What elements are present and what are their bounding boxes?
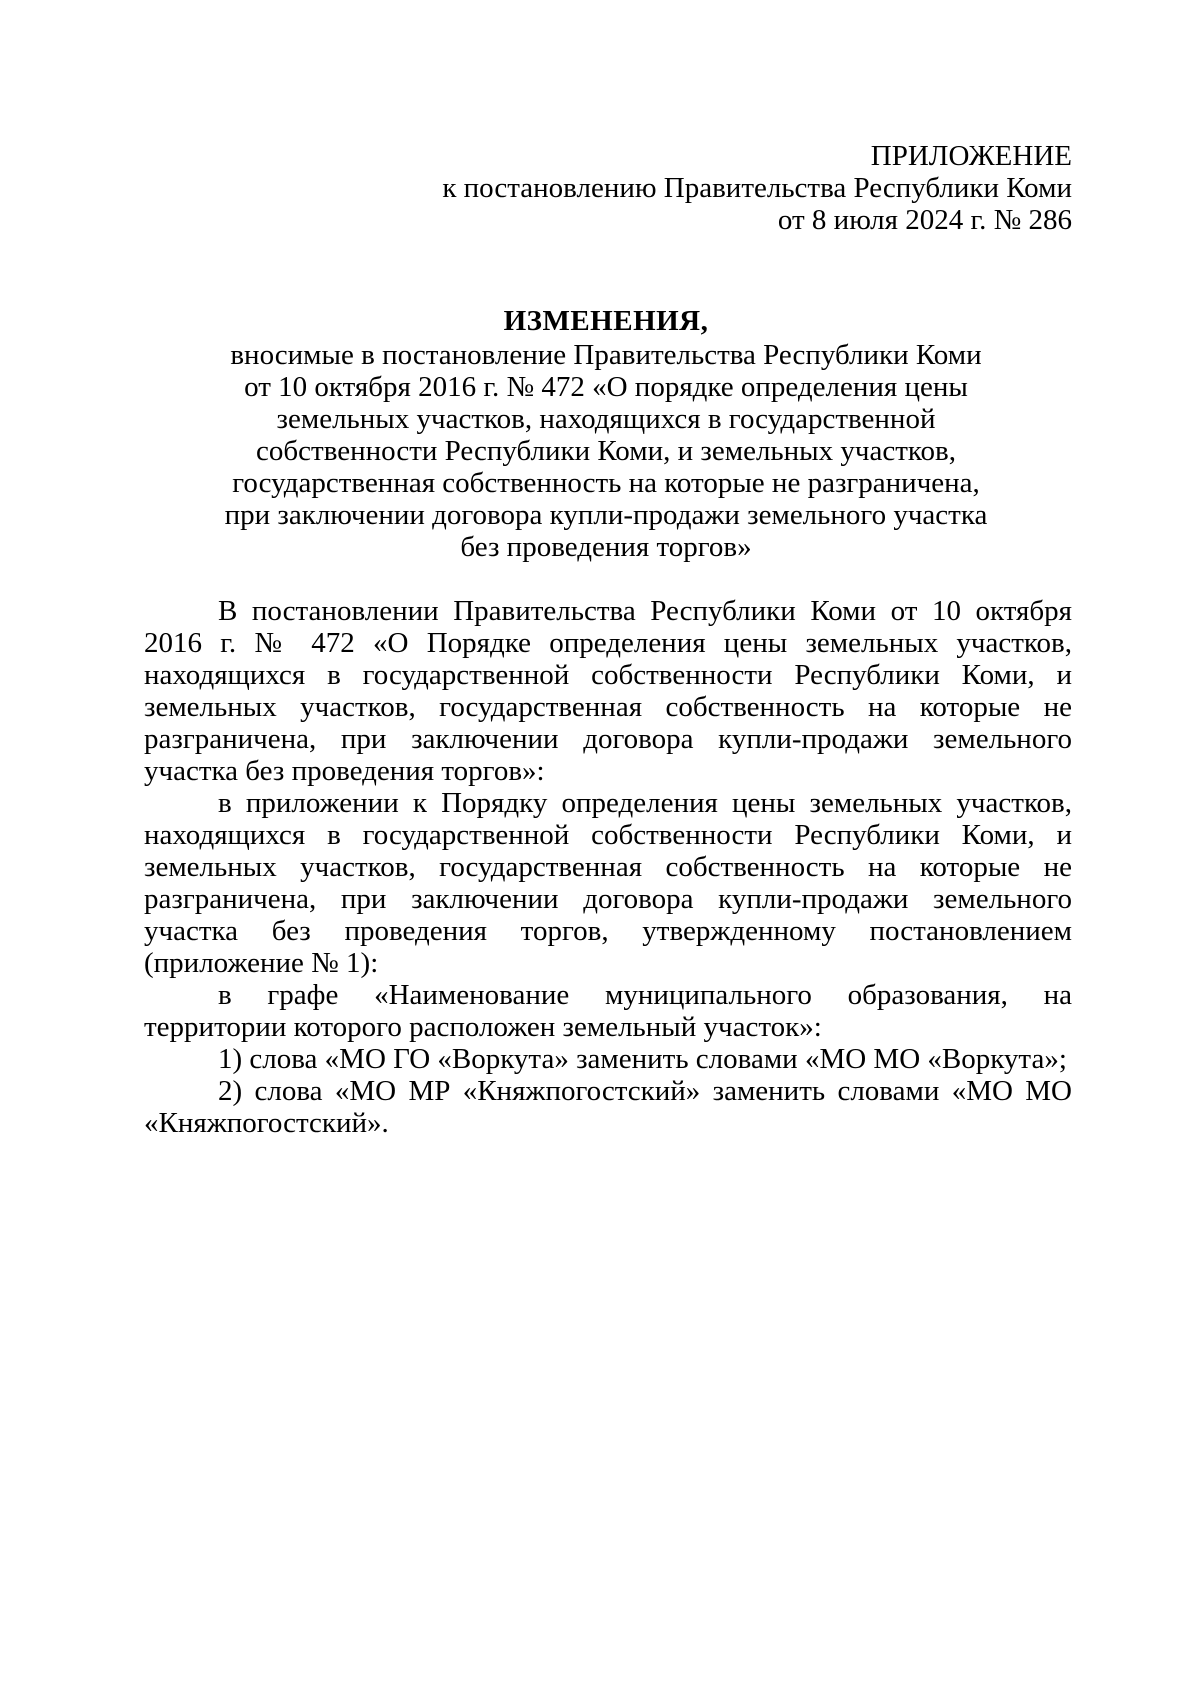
- body-paragraph: В постановлении Правительства Республики Коми от 10 октября 2016 г. № 472 «О Порядке определения цены земельных участков, находящихся в государственной собственности Республики Коми, и земельных участков, государственная собственность на которые не разграничена, при заключении договора купли-продажи земельного участка без проведения торгов»:: [144, 595, 1072, 787]
- document-body: [144, 595, 1072, 1139]
- title-line: собственности Республики Коми, и земельных участков,: [256, 435, 956, 467]
- title-line: земельных участков, находящихся в государственной: [276, 403, 936, 435]
- document-title: ИЗМЕНЕНИЯ,: [503, 305, 709, 337]
- title-line: вносимые в постановление Правительства Республики Коми: [230, 339, 982, 371]
- title-line: без проведения торгов»: [460, 531, 752, 563]
- title-line: от 10 октября 2016 г. № 472 «О порядке определения цены: [244, 371, 968, 403]
- body-paragraph: 1) слова «МО ГО «Воркута» заменить словами «МО МО «Воркута»;: [218, 1043, 1067, 1075]
- title-line: при заключении договора купли-продажи земельного участка: [224, 499, 988, 531]
- appendix-header: [442, 140, 1072, 236]
- appendix-date-number: от 8 июля 2024 г. № 286: [777, 204, 1072, 236]
- title-block: [140, 305, 1072, 563]
- title-line: государственная собственность на которые не разграничена,: [232, 467, 980, 499]
- appendix-reference: к постановлению Правительства Республики Коми: [442, 172, 1072, 204]
- body-paragraph: в приложении к Порядку определения цены земельных участков, находящихся в государственной собственности Республики Коми, и земельных участков, государственная собственность на которые не разграничена, при заключении договора купли-продажи земельного участка без проведения торгов, утвержденному постановлением (приложение № 1):: [144, 787, 1072, 979]
- appendix-label: ПРИЛОЖЕНИЕ: [870, 140, 1072, 172]
- body-paragraph: в графе «Наименование муниципального образования, на территории которого расположен земельный участок»:: [144, 979, 1072, 1043]
- body-paragraph: 2) слова «МО МР «Княжпогостский» заменить словами «МО МО «Княжпогостский».: [144, 1075, 1072, 1139]
